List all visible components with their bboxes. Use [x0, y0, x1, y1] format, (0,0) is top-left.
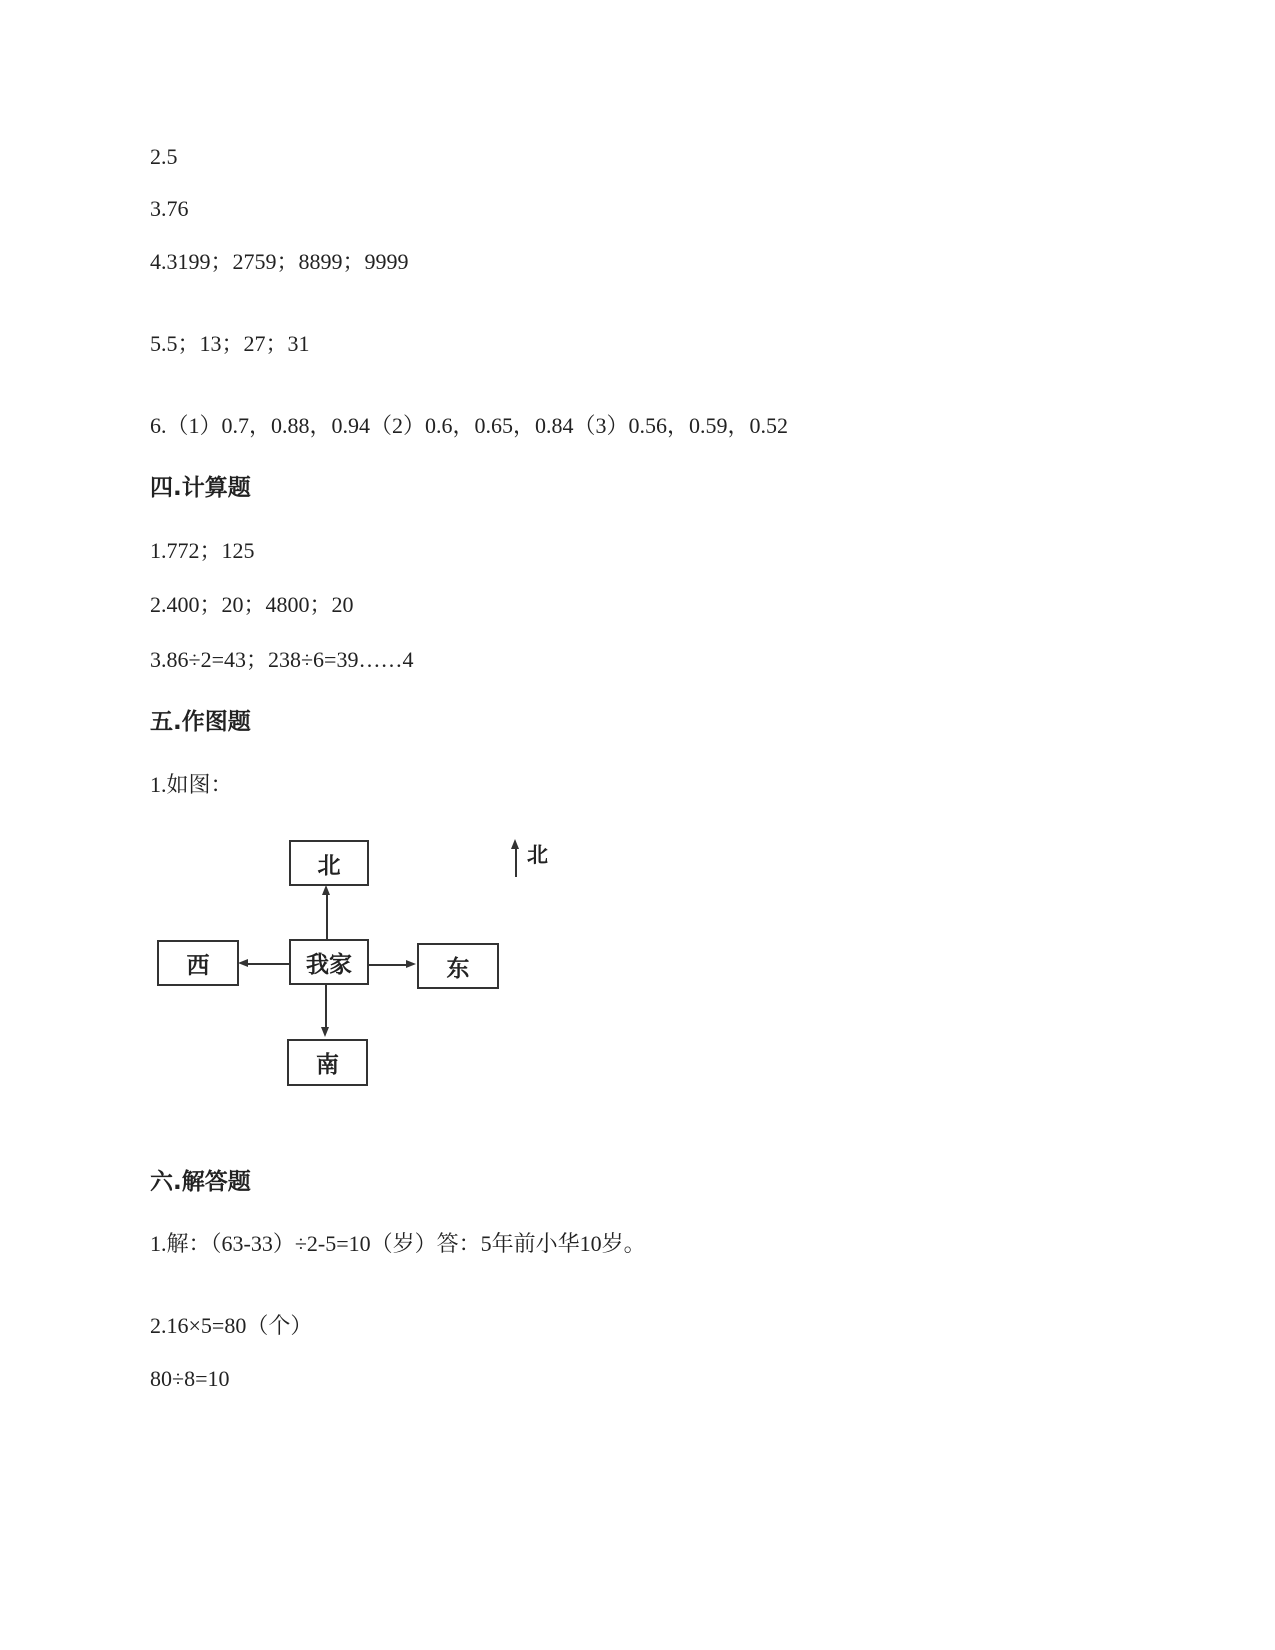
section-5-heading: 五.作图题: [150, 709, 251, 735]
section-6-item-3: 80÷8=10: [150, 1366, 230, 1391]
home-box: 我家: [289, 939, 369, 985]
answer-line-4: 4.3199；2759；8899；9999: [150, 249, 409, 274]
section-6-item-1: 1.解：（63-33）÷2-5=10（岁）答：5年前小华10岁。: [150, 1231, 646, 1256]
arrow-to-south-line: [325, 983, 327, 1029]
west-box: 西: [157, 940, 239, 986]
arrow-to-east-line: [367, 964, 407, 966]
arrow-to-north-line: [326, 893, 328, 939]
south-box: 南: [287, 1039, 368, 1086]
answer-line-2: 2.5: [150, 144, 178, 169]
section-4-item-1: 1.772；125: [150, 538, 255, 563]
section-4-item-3: 3.86÷2=43；238÷6=39……4: [150, 647, 414, 672]
arrow-to-east-head: [406, 960, 416, 968]
arrow-to-north-head: [322, 885, 330, 895]
compass-line: [515, 845, 517, 877]
section-4-heading: 四.计算题: [150, 475, 251, 501]
section-6-item-2: 2.16×5=80（个）: [150, 1313, 313, 1338]
direction-diagram: [150, 843, 600, 1155]
answer-line-6: 6.（1）0.7，0.88，0.94（2）0.6，0.65，0.84（3）0.56，0.59，0.52: [150, 413, 789, 438]
arrow-to-west-head: [238, 959, 248, 967]
compass-arrow-icon: [511, 839, 519, 849]
arrow-to-west-line: [247, 963, 289, 965]
section-5-item-1: 1.如图：: [150, 772, 233, 797]
compass-north-label: 北: [527, 843, 548, 867]
section-4-item-2: 2.400；20；4800；20: [150, 592, 354, 617]
section-6-heading: 六.解答题: [150, 1169, 251, 1195]
north-box: 北: [289, 840, 369, 886]
east-box: 东: [417, 943, 499, 989]
answer-line-3: 3.76: [150, 196, 189, 221]
answer-line-5: 5.5；13；27；31: [150, 331, 310, 356]
arrow-to-south-head: [321, 1027, 329, 1037]
